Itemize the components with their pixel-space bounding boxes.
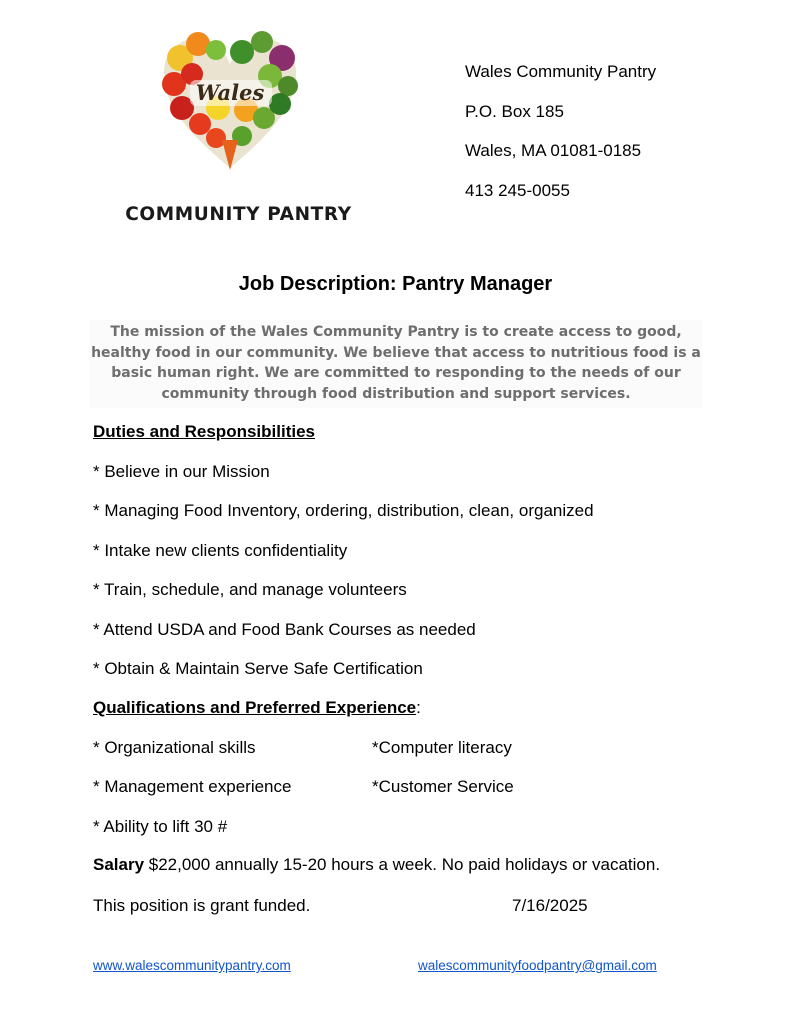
logo-org-name: COMMUNITY PANTRY xyxy=(125,204,352,225)
qualification-item: *Computer literacy xyxy=(372,738,512,757)
duty-item: * Managing Food Inventory, ordering, distribution, clean, organized xyxy=(93,501,594,520)
qualifications-heading-text: Qualifications and Preferred Experience xyxy=(93,698,417,717)
qualification-item: * Management experience xyxy=(93,777,292,796)
salary-text: $22,000 annually 15-20 hours a week. No paid holidays or vacation. xyxy=(144,855,661,874)
pantry-logo xyxy=(110,28,370,225)
website-link[interactable]: www.walescommunitypantry.com xyxy=(93,958,291,973)
qualifications-heading xyxy=(93,698,421,718)
address-org-name: Wales Community Pantry xyxy=(465,62,657,81)
qualification-item: *Customer Service xyxy=(372,777,514,796)
address-phone: 413 245-0055 xyxy=(465,180,570,200)
address-block xyxy=(465,62,656,220)
duty-item: * Intake new clients confidentiality xyxy=(93,541,348,560)
salary-label: Salary xyxy=(93,855,145,874)
duty-item: * Train, schedule, and manage volunteers xyxy=(93,580,407,599)
duty-item: * Obtain & Maintain Serve Safe Certification xyxy=(93,659,423,678)
document-date: 7/16/2025 xyxy=(512,896,588,915)
mission-statement: The mission of the Wales Community Pantry is to create access to good, healthy food in our community. We believe that access to nutritious food is a basic human right. We are committed to responding to the needs of our community through food distribution and support services. xyxy=(90,320,702,408)
duty-item: * Believe in our Mission xyxy=(93,462,270,481)
qualifications-heading-colon: : xyxy=(416,698,421,717)
page-title: Job Description: Pantry Manager xyxy=(238,273,553,295)
duties-heading xyxy=(93,422,315,442)
duties-heading-text: Duties and Responsibilities xyxy=(93,422,315,441)
email-link[interactable]: walescommunityfoodpantry@gmail.com xyxy=(418,958,657,973)
duty-item: * Attend USDA and Food Bank Courses as needed xyxy=(93,620,476,639)
qualification-item: * Ability to lift 30 # xyxy=(93,817,228,836)
address-city-state-zip: Wales, MA 01081-0185 xyxy=(465,141,642,160)
qualification-item: * Organizational skills xyxy=(93,738,256,757)
address-po-box: P.O. Box 185 xyxy=(465,101,564,121)
salary-line xyxy=(93,855,660,875)
produce-heart-icon xyxy=(160,28,300,173)
grant-note: This position is grant funded. xyxy=(93,896,311,915)
logo-script-word: Wales xyxy=(195,80,265,105)
